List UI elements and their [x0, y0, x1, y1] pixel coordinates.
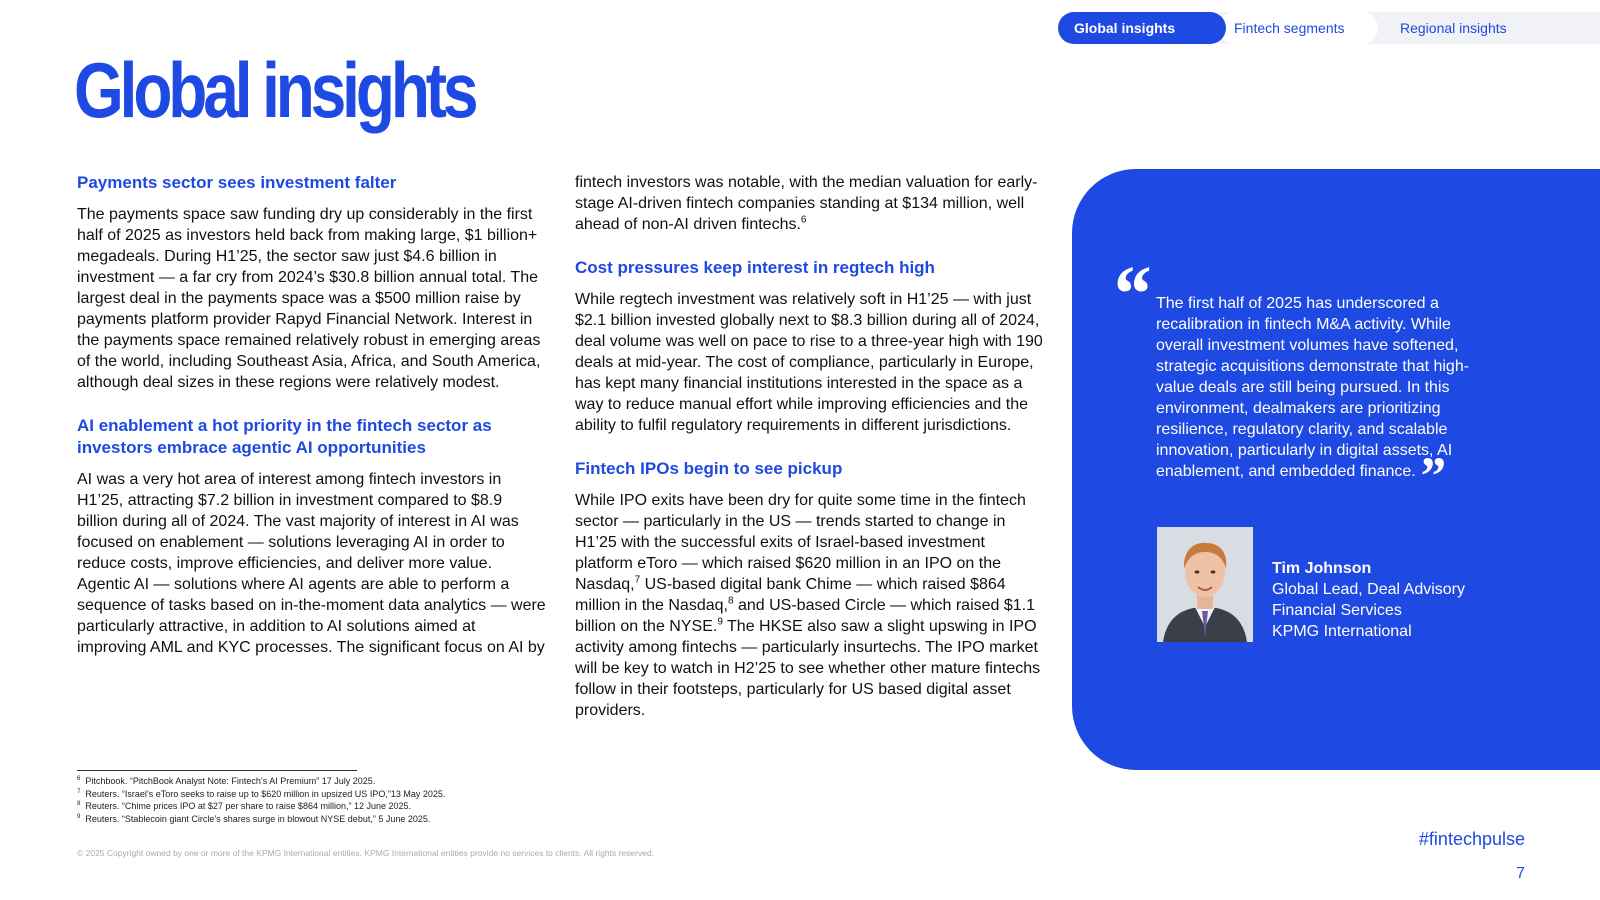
- continuation-section: [575, 172, 1045, 235]
- regtech-heading: Cost pressures keep interest in regtech high: [575, 258, 935, 277]
- ai-body: AI was a very hot area of interest among fintech investors in H1’25, attracting $7.2 billion in investment compared to $8.9 billion during all of 2024. The vast majority of interest in AI was focused on enablement — solutions leveraging AI in order to reduce costs, improve efficiencies, and deliver more value. Agentic AI — solutions where AI agents are able to perform a sequence of tasks based on in-the-moment data analytics — were particularly attractive, in addition to AI solutions aimed at improving AML and KYC processes. The significant focus on AI by: [77, 471, 546, 656]
- ipo-heading: Fintech IPOs begin to see pickup: [575, 459, 843, 478]
- footnote-ref[interactable]: 9: [717, 616, 723, 628]
- regtech-body: While regtech investment was relatively soft in H1’25 — with just $2.1 billion invested globally next to $8.3 billion during all of 2024, deal volume was well on pace to rise to a three-year high with 190 deals at mid-year. The cost of compliance, particularly in Europe, has kept many financial institutions interested in the space as a way to reduce manual effort while improving efficiencies and the ability to fulfil regulatory requirements in different jurisdictions.: [575, 291, 1043, 434]
- page-number: 7: [1516, 865, 1525, 882]
- footnote: [77, 775, 445, 788]
- footnote-ref[interactable]: 8: [727, 595, 734, 607]
- person-role-line: Financial Services: [1272, 602, 1402, 619]
- ipo-text: and US-based Circle — which raised $1.1 billion on the NYSE.: [575, 597, 1036, 635]
- person-title: [1272, 579, 1465, 642]
- payments-section: [77, 172, 547, 393]
- ai-section: [77, 415, 547, 658]
- footnote: [77, 813, 445, 826]
- ai-heading: AI enablement a hot priority in the fintech sector as investors embrace agentic AI opportunities: [77, 416, 492, 457]
- footnote-number: 8: [77, 801, 81, 807]
- regtech-section: [575, 257, 1045, 436]
- footnote-number: 7: [77, 788, 81, 795]
- footnote-text: Reuters. “Chime prices IPO at $27 per share to raise $864 million,” 12 June 2025.: [85, 801, 412, 811]
- page-title: Global insights: [74, 46, 475, 134]
- tab-fintech-segments[interactable]: Fintech segments: [1218, 12, 1378, 44]
- footnote-number: 9: [77, 813, 81, 820]
- portrait-icon: [1157, 527, 1253, 642]
- footnote-ref[interactable]: 7: [634, 574, 641, 586]
- ipo-body: [575, 490, 1045, 721]
- footnote-text: Pitchbook. “PitchBook Analyst Note: Fintech’s AI Premium” 17 July 2025.: [85, 776, 376, 786]
- footnotes: [77, 775, 445, 825]
- ipo-text: The HKSE also saw a slight upswing in IPO activity among fintechs — particularly insurtechs. The IPO market will be key to watch in H2’25 to see whether other mature fintechs follow in their footsteps, particularly for US based digital asset providers.: [575, 618, 1041, 719]
- footnote-divider: [77, 770, 357, 771]
- footnote-number: 6: [77, 776, 81, 782]
- tab-global-insights[interactable]: Global insights: [1058, 12, 1226, 44]
- tab-regional-insights[interactable]: Regional insights: [1378, 12, 1600, 44]
- open-quote-icon: “: [1110, 251, 1144, 339]
- person-portrait: [1157, 527, 1253, 642]
- quote-panel: [1072, 169, 1600, 770]
- quote-body: The first half of 2025 has underscored a recalibration in fintech M&A activity. While overall investment volumes have softened, strategic acquisitions demonstrate that high-value deals are still being pursued. In this environment, dealmakers are prioritizing resilience, regulatory clarity, and scalable innovation, particularly in digital assets, AI enablement, and embedded finance.: [1156, 295, 1470, 480]
- ipo-text: While IPO exits have been dry for quite some time in the fintech sector — particularly in the US — trends started to change in H1’25 with the successful exits of Israel-based investment platform eToro — which raised $620 million in an IPO on the Nasdaq,: [575, 492, 1026, 593]
- payments-heading: Payments sector sees investment falter: [77, 173, 397, 192]
- footnote: [77, 788, 445, 801]
- right-column: [575, 172, 1045, 721]
- left-column: [77, 172, 547, 658]
- ipo-section: [575, 458, 1045, 721]
- section-nav: [1058, 12, 1600, 44]
- hashtag-link[interactable]: #fintechpulse: [1418, 829, 1525, 849]
- person-role-line: Global Lead, Deal Advisory: [1272, 581, 1465, 598]
- person-name: Tim Johnson: [1272, 560, 1372, 577]
- continuation-text: fintech investors was notable, with the median valuation for early-stage AI-driven fintech companies standing at $134 million, well ahead of non-AI driven fintechs.: [575, 174, 1038, 233]
- footnote: [77, 800, 445, 813]
- footnote-ref[interactable]: 6: [800, 214, 807, 226]
- continuation-body: [575, 172, 1045, 235]
- footnote-text: Reuters. “Israel’s eToro seeks to raise up to $620 million in upsized US IPO,”13 May 2025.: [85, 788, 446, 799]
- person-role-line: KPMG International: [1272, 623, 1412, 640]
- payments-body: The payments space saw funding dry up considerably in the first half of 2025 as investors held back from making large, $1 billion+ megadeals. During H1’25, the sector saw just $4.6 billion in investment — a far cry from 2024’s $30.8 billion annual total. The largest deal in the payments space was a $500 million raise by payments platform provider Rapyd Financial Network. Interest in the payments space remained relatively robust in emerging areas of the world, including Southeast Asia, Africa, and South America, although deal sizes in these regions were relatively modest.: [77, 206, 541, 391]
- footnote-text: Reuters. “Stablecoin giant Circle’s shares surge in blowout NYSE debut,” 5 June 2025.: [85, 813, 431, 824]
- quote-text: The first half of 2025 has underscored a recalibration in fintech M&A activity. While overall investment volumes have softened, strategic acquisitions demonstrate that high-value deals are still being pursued. In this environment, dealmakers are prioritizing resilience, regulatory clarity, and scalable innovation, particularly in digital assets, AI enablement, and embedded finance.”: [1156, 295, 1470, 506]
- copyright: © 2025 Copyright owned by one or more of the KPMG International entities. KPMG International entities provide no services to clients. All rights reserved.: [77, 848, 654, 858]
- ipo-text: US-based digital bank Chime — which raised $864 million in the Nasdaq,: [575, 576, 1006, 614]
